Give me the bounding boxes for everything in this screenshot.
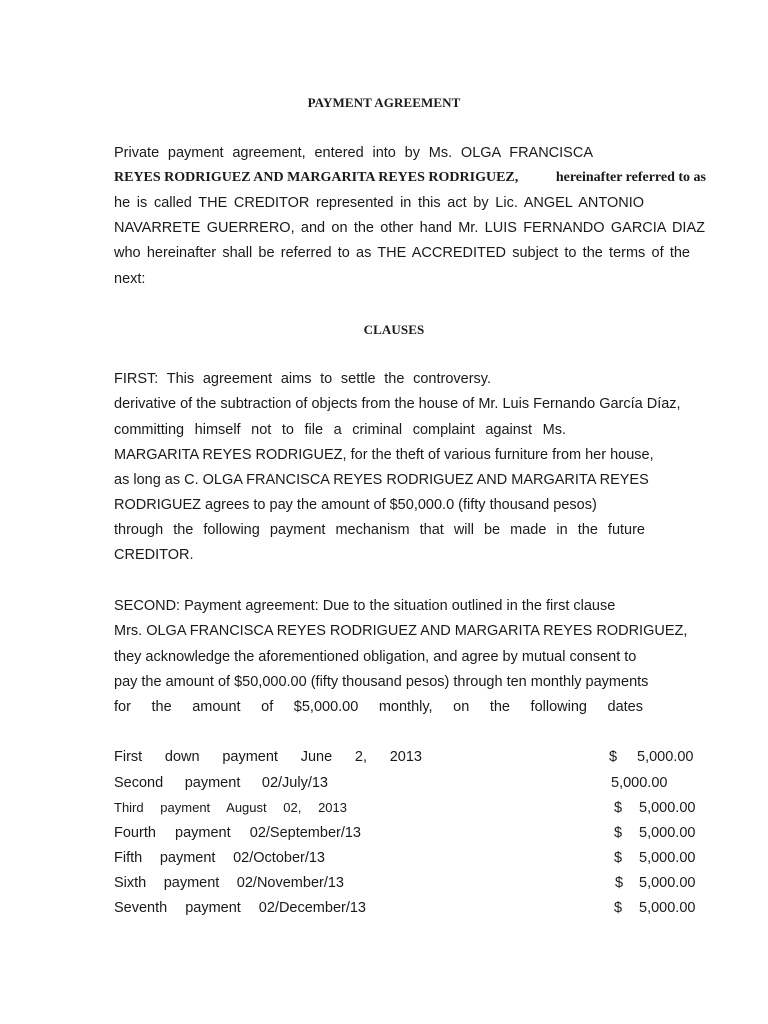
payment-label: Fourth payment 02/September/13	[114, 825, 361, 841]
payment-amount: 5,000.00	[639, 850, 696, 866]
currency-symbol: $	[614, 900, 623, 916]
payment-label: Sixth payment 02/November/13	[114, 875, 344, 891]
first-clause-line-5: as long as C. OLGA FRANCISCA REYES RODRIGUEZ AND MARGARITA REYES	[114, 472, 649, 488]
payment-amount: 5,000.00	[637, 749, 694, 765]
first-clause-line-3: committing himself not to file a criminal complaint against Ms.	[114, 422, 566, 438]
currency-symbol: $	[614, 850, 623, 866]
payment-label: Second payment 02/July/13	[114, 775, 328, 791]
intro-line-4: NAVARRETE GUERRERO, and on the other hand Mr. LUIS FERNANDO GARCIA DIAZ	[114, 220, 705, 236]
intro-line-3: he is called THE CREDITOR represented in this act by Lic. ANGEL ANTONIO	[114, 195, 644, 211]
payment-amount: 5,000.00	[639, 900, 696, 916]
payment-amount: 5,000.00	[611, 775, 668, 791]
intro-line-6: next:	[114, 271, 146, 287]
first-clause-line-6: RODRIGUEZ agrees to pay the amount of $50,000.0 (fifty thousand pesos)	[114, 497, 597, 513]
payment-label: Fifth payment 02/October/13	[114, 850, 325, 866]
currency-symbol: $	[615, 875, 624, 891]
first-clause-line-7: through the following payment mechanism that will be made in the future	[114, 522, 645, 538]
first-clause-line-1: FIRST: This agreement aims to settle the controversy.	[114, 371, 491, 387]
payment-amount: 5,000.00	[639, 800, 696, 816]
parties-reference: hereinafter referred to as	[555, 170, 706, 185]
second-clause-line-4: pay the amount of $50,000.00 (fifty thousand pesos) through ten monthly payments	[114, 674, 649, 690]
payment-label: Third payment August 02, 2013	[114, 800, 347, 815]
second-clause-line-2: Mrs. OLGA FRANCISCA REYES RODRIGUEZ AND MARGARITA REYES RODRIGUEZ,	[114, 623, 688, 639]
second-clause-line-1: SECOND: Payment agreement: Due to the situation outlined in the first clause	[114, 598, 616, 614]
first-clause-line-4: MARGARITA REYES RODRIGUEZ, for the theft of various furniture from her house,	[114, 447, 654, 463]
second-clause-line-3: they acknowledge the aforementioned obligation, and agree by mutual consent to	[114, 649, 637, 665]
first-clause-line-2: derivative of the subtraction of objects from the house of Mr. Luis Fernando García Díaz,	[114, 396, 681, 412]
payment-amount: 5,000.00	[639, 875, 696, 891]
intro-line-1: Private payment agreement, entered into by Ms. OLGA FRANCISCA	[114, 145, 593, 161]
document-title: PAYMENT AGREEMENT	[307, 95, 461, 110]
payment-label: Seventh payment 02/December/13	[114, 900, 366, 916]
clauses-heading: CLAUSES	[363, 322, 425, 337]
payment-amount: 5,000.00	[639, 825, 696, 841]
currency-symbol: $	[614, 800, 623, 816]
second-clause-line-5: for the amount of $5,000.00 monthly, on the following dates	[114, 699, 643, 715]
intro-line-2	[114, 169, 706, 187]
currency-symbol: $	[614, 825, 623, 841]
payment-label: First down payment June 2, 2013	[114, 749, 422, 765]
parties-names: REYES RODRIGUEZ AND MARGARITA REYES RODRIGUEZ,	[114, 170, 519, 185]
currency-symbol: $	[609, 749, 618, 765]
first-clause-line-8: CREDITOR.	[114, 547, 194, 563]
intro-line-5: who hereinafter shall be referred to as THE ACCREDITED subject to the terms of the	[114, 245, 690, 261]
